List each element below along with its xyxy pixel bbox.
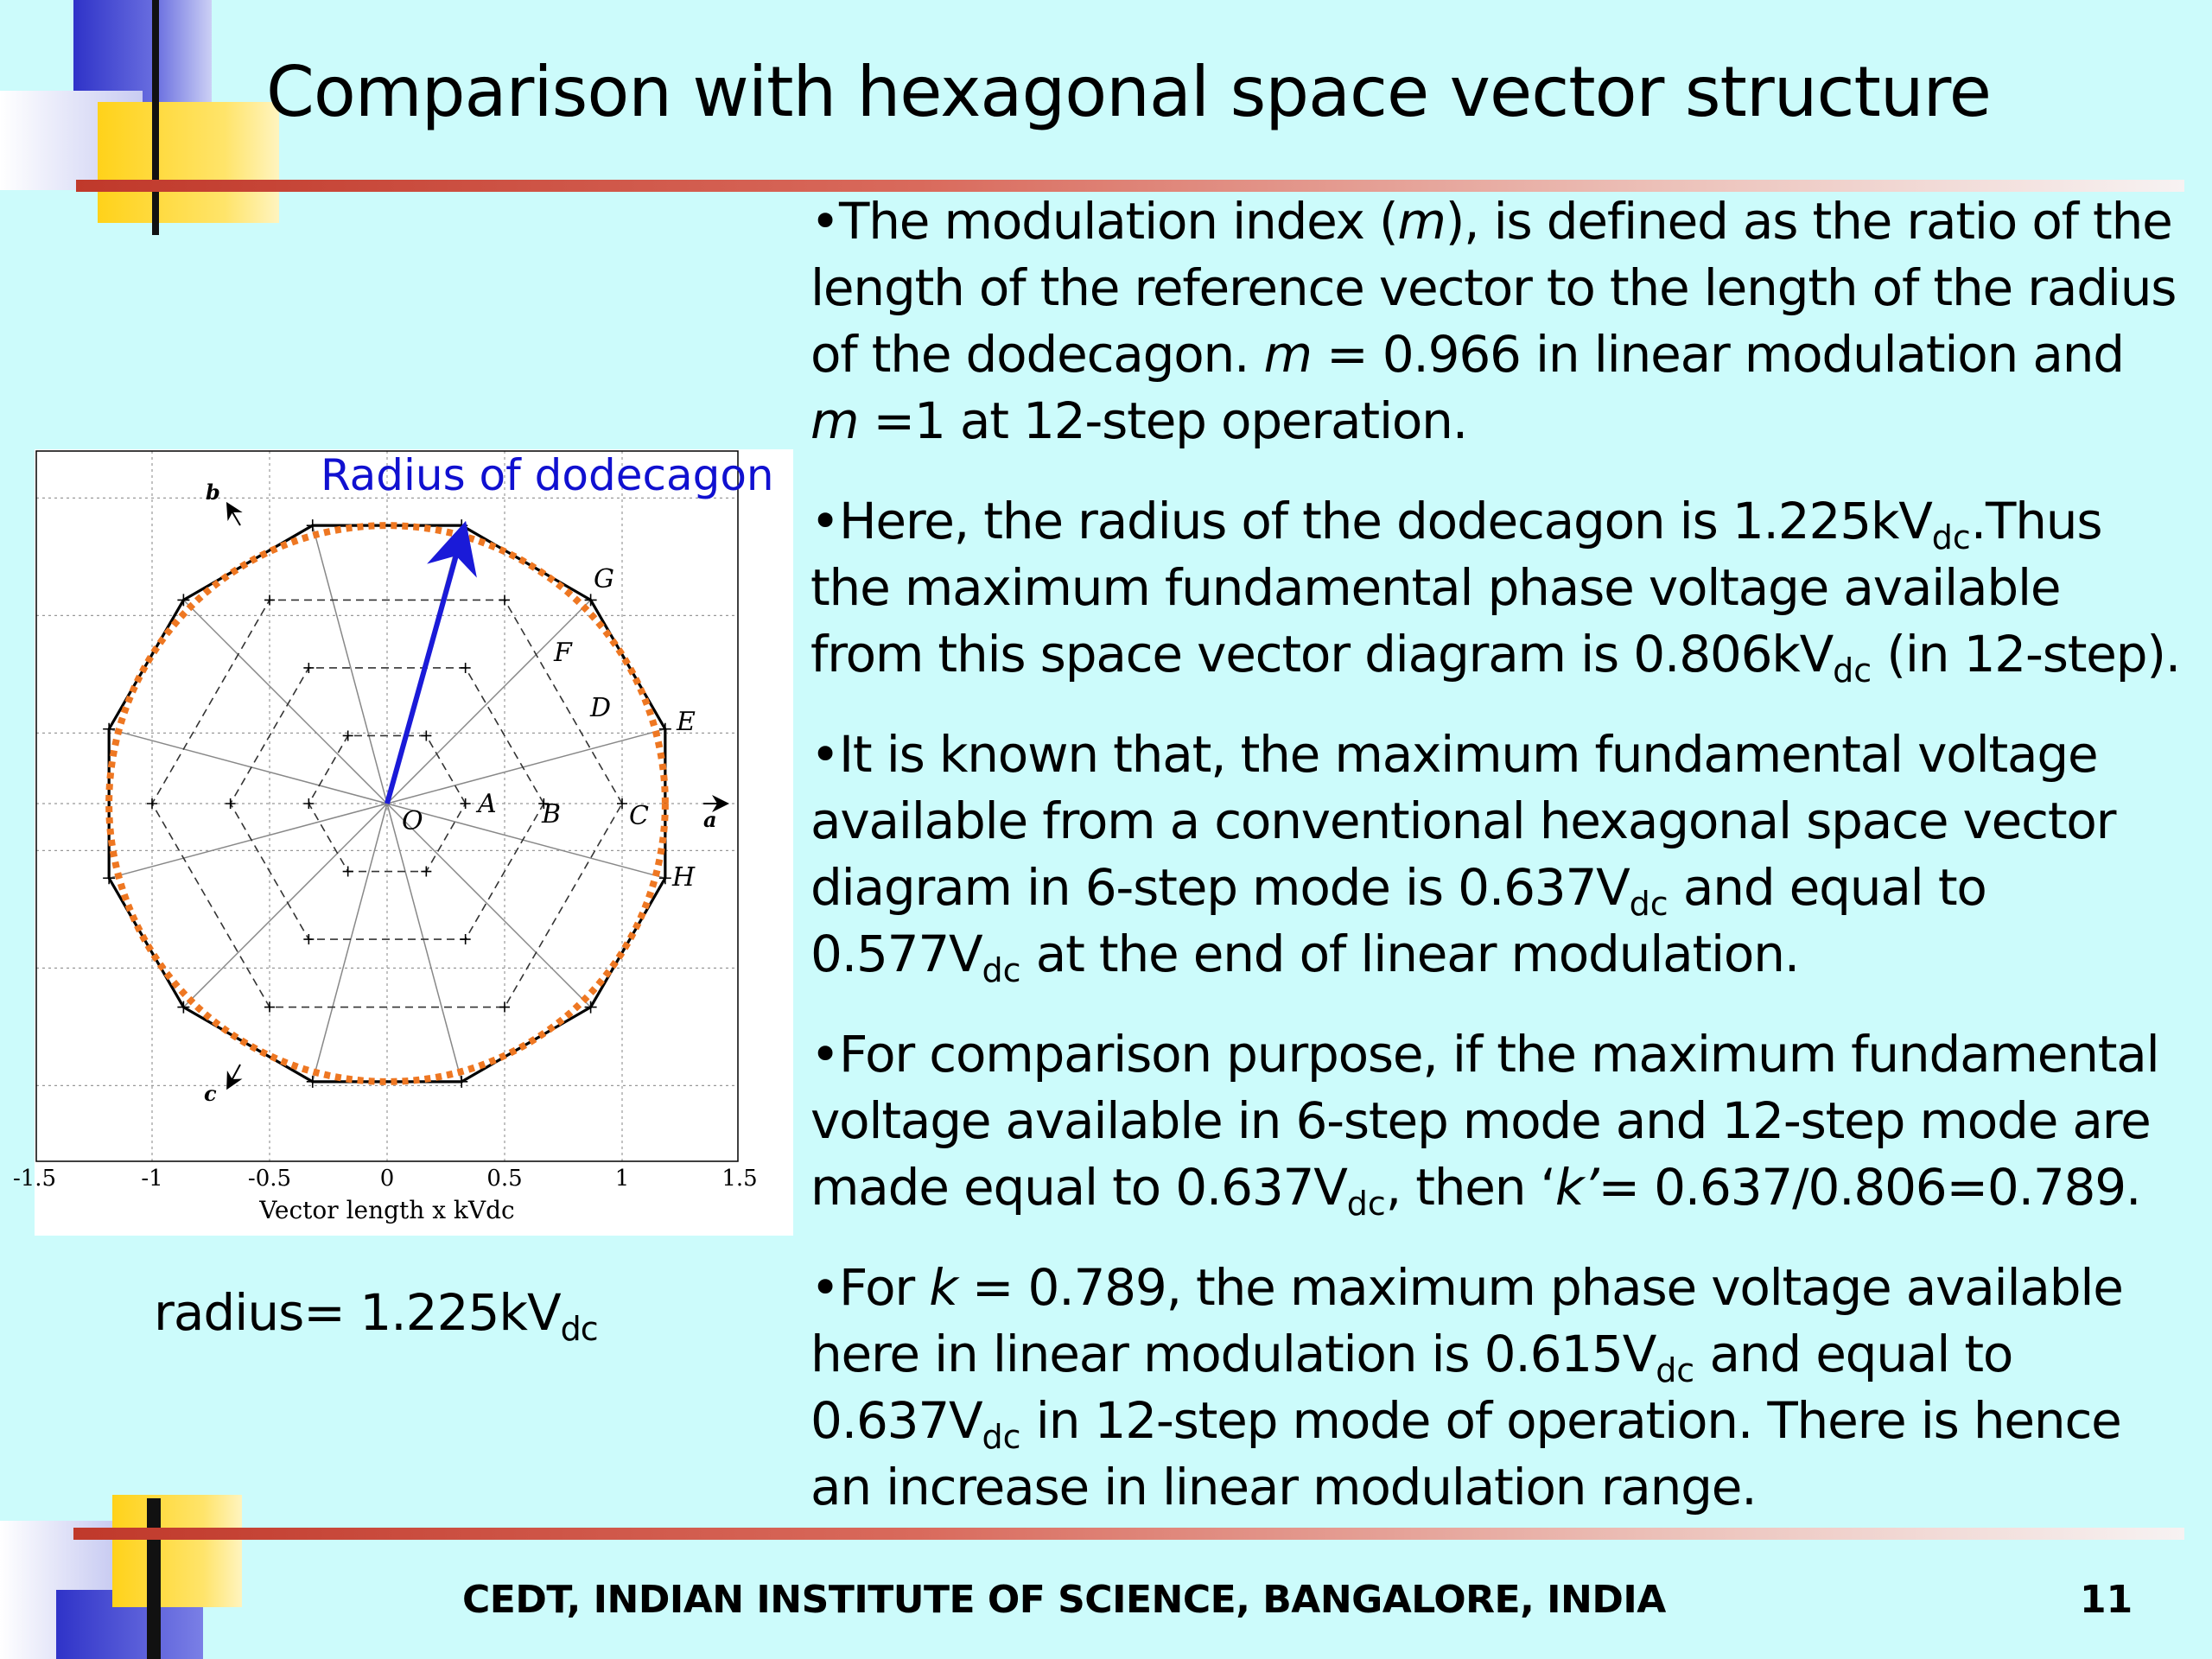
x-tick-label: -1.5 xyxy=(12,1166,57,1192)
radius-caption xyxy=(154,1283,598,1348)
subscript: dc xyxy=(982,1418,1021,1456)
subscript: dc xyxy=(1656,1351,1695,1389)
text-run: = 0.789, the maximum phase voltage available here in linear modulation is 0.615V xyxy=(810,1258,2123,1383)
point-label-O: O xyxy=(402,806,423,836)
radius-caption-subscript: dc xyxy=(560,1310,598,1348)
dodecagon-diagram xyxy=(12,449,793,1236)
page-number: 11 xyxy=(2080,1578,2133,1622)
vector-point xyxy=(617,798,627,809)
text-run: •Here, the radius of the dodecagon is 1.225kV xyxy=(810,492,1932,550)
bullet-list xyxy=(810,188,2184,1554)
arrow-layer xyxy=(229,506,724,1085)
vector-point xyxy=(303,798,314,809)
reference-vector-arrow xyxy=(387,536,461,804)
vector-point xyxy=(461,798,471,809)
point-label-A: A xyxy=(478,789,497,819)
vector-point xyxy=(461,663,471,673)
bullet-2 xyxy=(810,488,2184,688)
text-run: (in 12-step). xyxy=(1872,625,2181,683)
subscript: dc xyxy=(1629,885,1669,923)
axis-label-b: b xyxy=(206,480,220,505)
text-run: k’ xyxy=(1554,1158,1599,1217)
spoke-line xyxy=(183,600,387,804)
subscript: dc xyxy=(1931,518,1971,556)
axis-b-arrow xyxy=(229,506,240,525)
dodecagon-diagram-svg xyxy=(12,449,793,1236)
spoke-line xyxy=(313,804,387,1082)
text-run: and equal to 0.577V xyxy=(810,858,1986,983)
bullet-3 xyxy=(810,721,2184,988)
point-label-G: G xyxy=(594,564,614,594)
corner-deco-black-bar xyxy=(152,0,159,235)
x-tick-label: 0.5 xyxy=(486,1166,523,1192)
spoke-line xyxy=(109,804,387,878)
vector-point xyxy=(499,1002,510,1013)
text-run: at the end of linear modulation. xyxy=(1020,925,1800,983)
text-run: ), is defined as the ratio of the length of the reference vector to the length of the radius of the dodecagon. xyxy=(810,192,2177,384)
x-tick-label: -1 xyxy=(141,1166,163,1192)
text-run: =1 at 12-step operation. xyxy=(858,391,1467,450)
point-label-F: F xyxy=(554,638,572,668)
spoke-line xyxy=(387,804,665,878)
footer-deco-black-bar xyxy=(147,1498,161,1659)
x-axis-label: Vector length x kVdc xyxy=(259,1196,515,1224)
text-run: •For xyxy=(810,1258,930,1317)
footer-institution: CEDT, INDIAN INSTITUTE OF SCIENCE, BANGALORE, INDIA xyxy=(462,1578,1666,1622)
text-run: k xyxy=(929,1258,957,1317)
axis-label-c: c xyxy=(204,1081,217,1106)
x-tick-label: -0.5 xyxy=(247,1166,292,1192)
vector-point xyxy=(343,867,353,877)
text-run: = 0.637/0.806=0.789. xyxy=(1598,1158,2141,1217)
text-run: = 0.966 in linear modulation and xyxy=(1311,325,2124,384)
text-run: and equal to 0.637V xyxy=(810,1325,2013,1450)
x-tick-label: 0 xyxy=(379,1166,395,1192)
vector-point xyxy=(421,730,431,741)
vector-point xyxy=(264,594,275,605)
dodecagon-vertex xyxy=(307,519,319,531)
text-run: •It is known that, the maximum fundamental voltage available from a conventional hexagonal space vector diagram in 6-step mode is 0.637V xyxy=(810,725,2116,917)
footer-deco-yellow-square xyxy=(112,1495,242,1607)
spoke-line xyxy=(387,729,665,804)
x-tick-label: 1 xyxy=(614,1166,630,1192)
point-labels xyxy=(204,480,717,1106)
subscript: dc xyxy=(982,951,1021,989)
text-run: •The modulation index ( xyxy=(810,192,1398,251)
subscript: dc xyxy=(1346,1185,1386,1223)
dodecagon-vertex xyxy=(455,519,467,531)
vector-point xyxy=(303,663,314,673)
dodecagon-vertex xyxy=(659,872,671,884)
vector-point xyxy=(461,934,471,944)
point-label-E: E xyxy=(677,707,696,737)
text-run: .Thus the maximum fundamental phase voltage available from this space vector diagram is 0.806kV xyxy=(810,492,2102,683)
point-label-D: D xyxy=(590,693,612,723)
x-tick-label: 1.5 xyxy=(721,1166,758,1192)
text-run: m xyxy=(810,391,859,450)
corner-deco-yellow-square xyxy=(98,102,279,223)
radius-caption-text: radius= 1.225kV xyxy=(154,1283,561,1342)
point-label-H: H xyxy=(672,862,696,893)
bullet-4 xyxy=(810,1021,2184,1221)
point-label-B: B xyxy=(542,799,562,830)
vector-point xyxy=(421,867,431,877)
spoke-line xyxy=(313,525,387,804)
bullet-1 xyxy=(810,188,2184,454)
text-run: m xyxy=(1397,192,1446,251)
text-run: in 12-step mode of operation. There is hence an increase in linear modulation range. xyxy=(810,1391,2121,1516)
spoke-line xyxy=(183,804,387,1007)
vector-point xyxy=(226,798,236,809)
vector-point xyxy=(303,934,314,944)
vector-point xyxy=(499,594,510,605)
text-run: m xyxy=(1263,325,1312,384)
axis-label-a: a xyxy=(703,807,717,832)
subscript: dc xyxy=(1833,652,1872,690)
point-label-C: C xyxy=(629,801,649,831)
x-tick-labels xyxy=(13,1166,758,1192)
text-run: , then ‘ xyxy=(1385,1158,1555,1217)
vector-point xyxy=(147,798,157,809)
axis-c-arrow xyxy=(229,1065,240,1085)
vector-point xyxy=(343,730,353,741)
text-run: •For comparison purpose, if the maximum fundamental voltage available in 6-step mode and 12-step mode are made equal to 0.637V xyxy=(810,1025,2159,1217)
dodecagon-vertex xyxy=(103,872,115,884)
slide-title: Comparison with hexagonal space vector structure xyxy=(266,52,1991,132)
vector-point xyxy=(264,1002,275,1013)
radius-annotation: Radius of dodecagon xyxy=(321,450,774,500)
spoke-line xyxy=(387,804,461,1082)
bullet-5 xyxy=(810,1255,2184,1521)
